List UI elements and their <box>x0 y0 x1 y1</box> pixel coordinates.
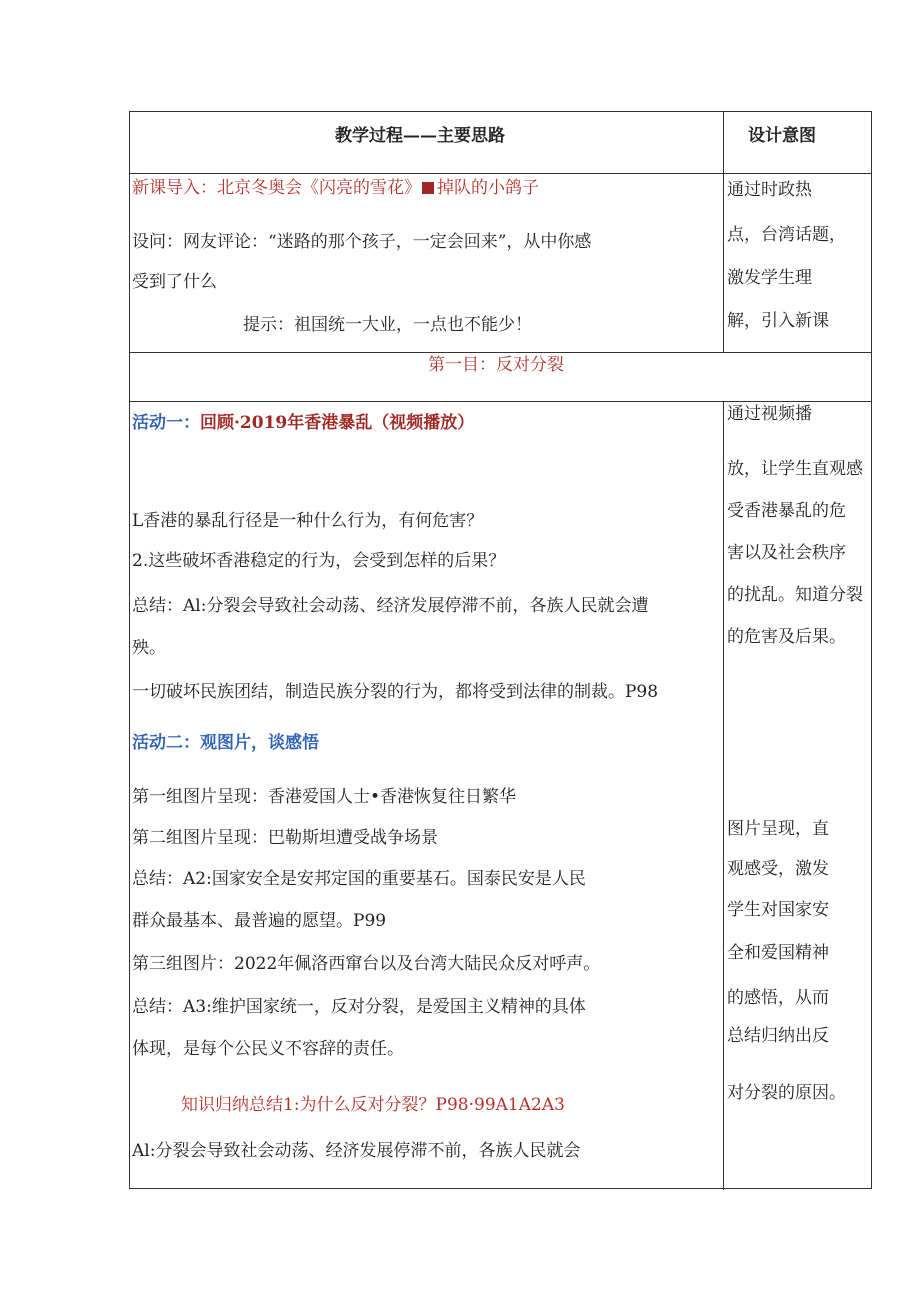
activity1-summary-line1: 总结：Al:分裂会导致社会动荡、经济发展停滞不前，各族人民就会遭 <box>132 596 649 616</box>
intent-activity1-2: 放，让学生直观感 <box>727 459 863 479</box>
knowledge-summary-a1: Al:分裂会导致社会动荡、经济发展停滞不前，各族人民就会 <box>132 1141 581 1161</box>
activity2-summary3-line1: 总结：A3:维护国家统一，反对分裂，是爱国主义精神的具体 <box>132 997 586 1017</box>
intent-intro-1: 通过时政热 <box>727 180 812 200</box>
header-intent-title: 设计意图 <box>748 126 816 146</box>
intent-activity1-4: 害以及社会秩序 <box>727 543 846 563</box>
intent-activity2-4: 全和爱国精神 <box>727 943 829 963</box>
activity1-summary-line3: 一切破坏民族团结，制造民族分裂的行为，都将受到法律的制裁。P98 <box>132 682 659 702</box>
intro-question-line2: 受到了什么 <box>132 272 217 292</box>
intent-activity2-6: 总结归纳出反 <box>727 1026 829 1046</box>
intent-intro-4: 解，引入新课 <box>727 311 829 331</box>
activity2-title: 活动二：观图片，谈感悟 <box>132 733 319 753</box>
square-bullet-icon <box>422 182 434 194</box>
intent-intro-2: 点，台湾话题， <box>727 225 846 245</box>
activity2-group3: 第三组图片：2022年佩洛西窜台以及台湾大陆民众反对呼声。 <box>132 954 601 974</box>
intro-hint: 提示：祖国统一大业，一点也不能少！ <box>243 315 532 335</box>
activity2-summary2-line1: 总结：A2:国家安全是安邦定国的重要基石。国泰民安是人民 <box>132 869 586 889</box>
intent-activity2-2: 观感受，激发 <box>727 859 829 879</box>
intent-activity1-1: 通过视频播 <box>727 404 812 424</box>
activity1-question1: L香港的暴乱行径是一种什么行为，有何危害？ <box>132 511 484 531</box>
intent-activity1-5: 的扰乱。知道分裂 <box>727 585 863 605</box>
intent-intro-3: 激发学生理 <box>727 268 812 288</box>
intro-question-line1: 设问：网友评论：“迷路的那个孩子，一定会回来”，从中你感 <box>132 232 592 252</box>
intent-activity1-6: 的危害及后果。 <box>727 627 846 647</box>
row-divider <box>130 173 871 174</box>
row-divider <box>130 352 871 353</box>
intent-activity2-7: 对分裂的原因。 <box>727 1083 846 1103</box>
activity1-title: 活动一：回顾·2019年香港暴乱（视频播放） <box>132 413 475 433</box>
activity2-group1: 第一组图片呈现：香港爱国人士•香港恢复往日繁华 <box>132 787 517 807</box>
intent-activity2-3: 学生对国家安 <box>727 900 829 920</box>
activity2-group2: 第二组图片呈现：巴勒斯坦遭受战争场景 <box>132 828 438 848</box>
intent-activity2-5: 的感悟，从而 <box>727 988 829 1008</box>
section-title: 第一目：反对分裂 <box>428 355 564 375</box>
header-process-title: 教学过程——主要思路 <box>335 126 505 146</box>
activity1-summary-line2: 殃。 <box>132 638 166 658</box>
intent-activity1-3: 受香港暴乱的危 <box>727 501 846 521</box>
column-divider <box>723 112 724 352</box>
activity2-summary3-line2: 体现，是每个公民义不容辞的责任。 <box>132 1039 404 1059</box>
activity2-summary2-line2: 群众最基本、最普遍的愿望。P99 <box>132 911 387 931</box>
intent-activity2-1: 图片呈现，直 <box>727 819 829 839</box>
column-divider <box>723 401 724 1190</box>
activity1-question2: 2.这些破坏香港稳定的行为，会受到怎样的后果？ <box>132 551 506 571</box>
knowledge-summary-title: 知识归纳总结1:为什么反对分裂？P98·99A1A2A3 <box>181 1095 565 1115</box>
intro-heading: 新课导入：北京冬奥会《闪亮的雪花》 掉队的小鸽子 <box>132 178 539 198</box>
row-divider <box>130 401 871 402</box>
